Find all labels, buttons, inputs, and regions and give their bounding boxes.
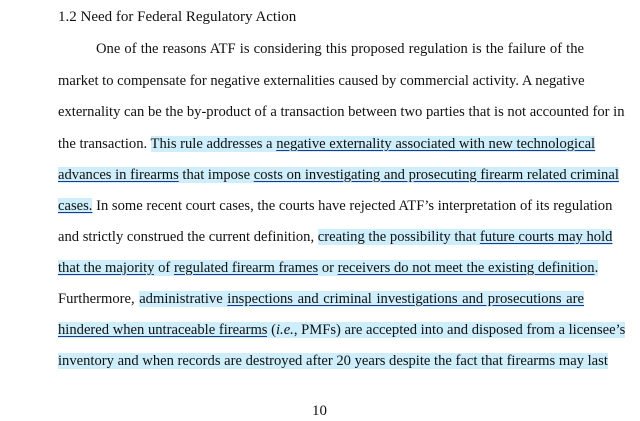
text-line bbox=[58, 102, 625, 122]
text-segment: and strictly construed the current definition, bbox=[58, 229, 318, 245]
text-line bbox=[58, 258, 599, 278]
highlighted-text: receivers do not meet the existing definition bbox=[337, 260, 595, 276]
highlighted-text: hindered when untraceable firearms bbox=[58, 322, 268, 338]
text-line bbox=[58, 196, 613, 216]
highlighted-text: inspections and criminal investigations and prosecutions are bbox=[227, 291, 584, 307]
section-heading: 1.2 Need for Federal Regulatory Action bbox=[58, 9, 297, 25]
highlighted-text: i.e. bbox=[276, 322, 294, 338]
highlighted-text: . bbox=[594, 260, 599, 276]
highlighted-text: administrative bbox=[139, 291, 228, 307]
text-line bbox=[58, 39, 584, 59]
text-segment: the transaction. bbox=[58, 136, 151, 152]
highlighted-text: creating the possibility that bbox=[317, 229, 480, 245]
highlighted-text: or bbox=[318, 260, 338, 276]
text-segment: In some recent court cases, the courts have rejected ATF’s interpretation of its regulation bbox=[92, 198, 613, 214]
page-number: 10 bbox=[312, 403, 327, 419]
text-line bbox=[58, 134, 596, 154]
text-line bbox=[58, 165, 619, 185]
highlighted-text: cases. bbox=[58, 198, 93, 214]
text-segment: market to compensate for negative externalities caused by commercial activity. A negative bbox=[58, 73, 585, 89]
highlighted-text: advances in firearms bbox=[58, 167, 179, 183]
highlighted-text: , PMFs) are accepted into and disposed from a licensee’s bbox=[293, 322, 626, 338]
text-segment: externality can be the by-product of a transaction between two parties that is not accounted for in bbox=[58, 104, 625, 120]
highlighted-text: future courts may hold bbox=[479, 229, 613, 245]
highlighted-text: regulated firearm frames bbox=[173, 260, 319, 276]
highlighted-text: of bbox=[154, 260, 174, 276]
text-segment: One of the reasons ATF is considering this proposed regulation is the failure of the bbox=[96, 41, 584, 57]
highlighted-text: that the majority bbox=[58, 260, 155, 276]
text-line bbox=[58, 71, 584, 91]
highlighted-text: ( bbox=[267, 322, 276, 338]
text-line bbox=[58, 227, 613, 247]
highlighted-text: negative externality associated with new technological bbox=[276, 136, 596, 152]
highlighted-text: inventory and when records are destroyed after 20 years despite the fact that firearms may last bbox=[58, 353, 608, 369]
text-line bbox=[58, 289, 584, 309]
text-line bbox=[58, 351, 608, 371]
highlighted-text: that impose bbox=[178, 167, 254, 183]
text-line bbox=[58, 320, 626, 340]
highlighted-text: costs on investigating and prosecuting firearm related criminal bbox=[253, 167, 619, 183]
highlighted-text: This rule addresses a bbox=[150, 136, 277, 152]
text-segment: Furthermore, bbox=[58, 291, 140, 307]
